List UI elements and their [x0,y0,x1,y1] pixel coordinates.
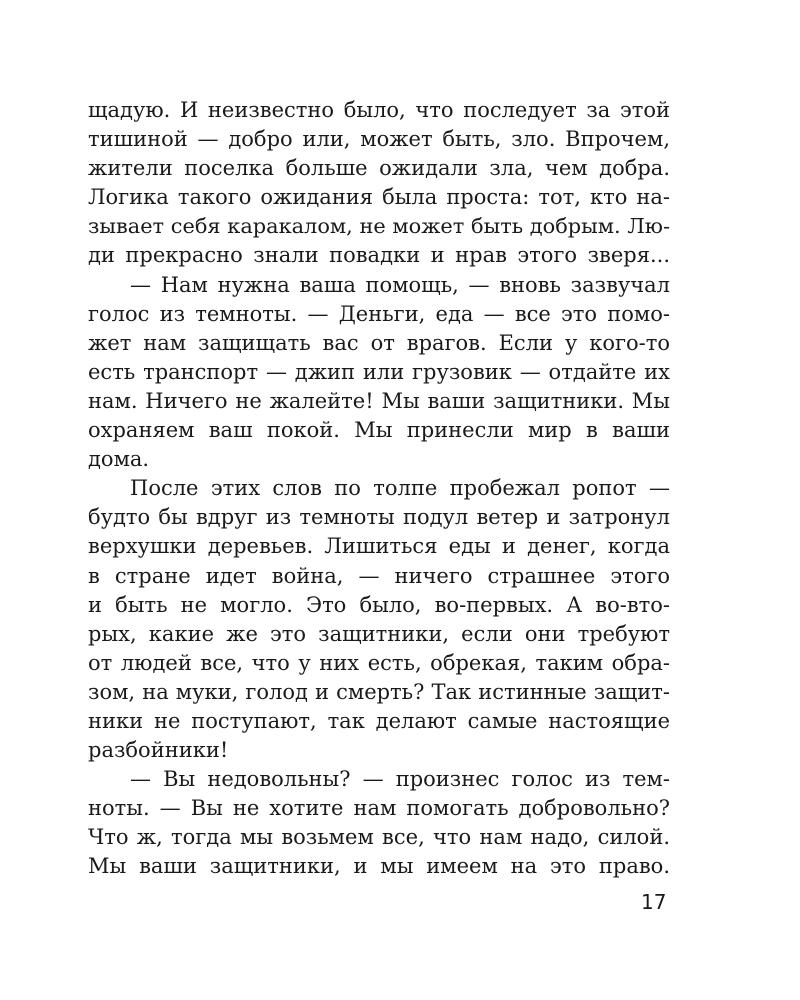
text-line: от людей все, что у них есть, обрекая, таким обра- [88,650,670,675]
text-line: в стране идет война, — ничего страшнее этого [88,563,670,588]
text-line: — Нам нужна ваша помощь, — вновь зазвучал [130,272,670,297]
text-line: будто бы вдруг из темноты подул ветер и затронул [88,505,670,530]
text-line: тишиной — добро или, может быть, зло. Впрочем, [88,127,670,152]
text-line: зывает себя каракалом, не может быть добрым. Лю- [88,214,670,239]
text-line: зом, на муки, голод и смерть? Так истинные защит- [88,679,670,704]
text-line: разбойники! [88,738,229,763]
text-line: есть транспорт — джип или грузовик — отдайте их [88,359,670,384]
text-line: ноты. — Вы не хотите нам помогать добровольно? [88,796,670,821]
text-line: нам. Ничего не жалейте! Мы ваши защитники. Мы [88,388,670,413]
text-line: жет нам защищать вас от врагов. Если у кого-то [88,330,670,355]
text-line: верхушки деревьев. Лишиться еды и денег, когда [88,534,670,559]
text-line: Мы ваши защитники, и мы имеем на это право. [88,854,670,879]
text-line: После этих слов по толпе пробежал ропот — [130,476,670,501]
text-line: голос из темноты. — Деньги, еда — все это помо- [88,301,670,326]
text-line: ники не поступают, так делают самые настоящие [88,708,670,733]
text-line: — Вы недовольны? — произнес голос из тем- [130,767,670,792]
text-line: рых, какие же это защитники, если они требуют [88,621,670,646]
text-line: Что ж, тогда мы возьмем все, что нам надо, силой. [88,825,670,850]
text-line: ди прекрасно знали повадки и нрав этого зверя... [88,243,670,268]
page-number: 17 [641,890,667,914]
book-page-text [88,96,670,882]
text-line: щадую. И неизвестно было, что последует за этой [88,98,670,122]
text-line: дома. [88,447,150,472]
text-line: охраняем ваш покой. Мы принесли мир в ваши [88,418,670,443]
text-line: и быть не могло. Это было, во-первых. А во-вто- [88,592,670,617]
text-line: жители поселка больше ожидали зла, чем добра. [88,156,670,181]
text-line: Логика такого ожидания была проста: тот, кто на- [88,185,670,210]
